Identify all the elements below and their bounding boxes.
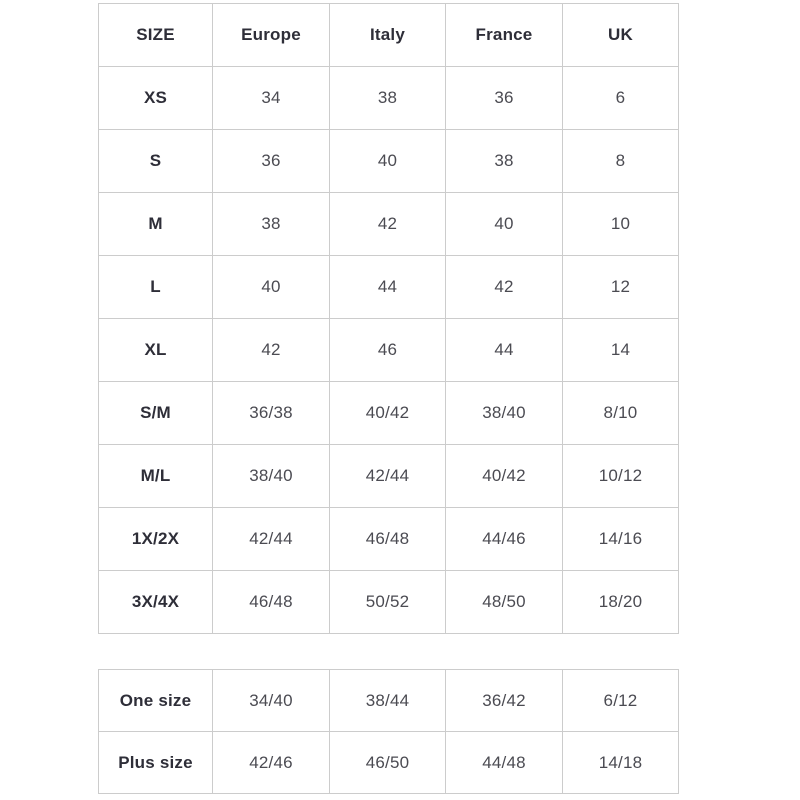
row-label: 1X/2X xyxy=(99,508,213,571)
column-header-france: France xyxy=(446,4,563,67)
table-row-s xyxy=(99,130,679,193)
row-label: M xyxy=(99,193,213,256)
table-cell: 14/18 xyxy=(563,732,679,794)
size-conversion-table xyxy=(98,3,679,634)
table-cell: 50/52 xyxy=(330,571,446,634)
table-cell: 40 xyxy=(446,193,563,256)
table-cell: 38 xyxy=(213,193,330,256)
table-cell: 42/44 xyxy=(213,508,330,571)
table-row-3x4x xyxy=(99,571,679,634)
table-cell: 38/44 xyxy=(330,670,446,732)
table-cell: 36/42 xyxy=(446,670,563,732)
table-cell: 6 xyxy=(563,67,679,130)
special-sizes-table xyxy=(98,669,679,794)
table-cell: 36 xyxy=(446,67,563,130)
row-label: One size xyxy=(99,670,213,732)
table-row-ml xyxy=(99,445,679,508)
table-cell: 46/50 xyxy=(330,732,446,794)
table-cell: 44/46 xyxy=(446,508,563,571)
row-label: 3X/4X xyxy=(99,571,213,634)
table-cell: 44 xyxy=(446,319,563,382)
header-row xyxy=(99,4,679,67)
table-row-xs xyxy=(99,67,679,130)
table-cell: 38/40 xyxy=(213,445,330,508)
table-cell: 46/48 xyxy=(213,571,330,634)
table-cell: 8 xyxy=(563,130,679,193)
table-cell: 40/42 xyxy=(446,445,563,508)
table-cell: 36/38 xyxy=(213,382,330,445)
row-label: S xyxy=(99,130,213,193)
table-cell: 42/46 xyxy=(213,732,330,794)
table-cell: 38 xyxy=(446,130,563,193)
table-cell: 44/48 xyxy=(446,732,563,794)
table-cell: 38 xyxy=(330,67,446,130)
table-row-l xyxy=(99,256,679,319)
table-row-one-size xyxy=(99,670,679,732)
table-cell: 10/12 xyxy=(563,445,679,508)
table-cell: 12 xyxy=(563,256,679,319)
table-cell: 34 xyxy=(213,67,330,130)
table-cell: 10 xyxy=(563,193,679,256)
table-cell: 40 xyxy=(330,130,446,193)
column-header-europe: Europe xyxy=(213,4,330,67)
row-label: S/M xyxy=(99,382,213,445)
row-label: XS xyxy=(99,67,213,130)
table-cell: 42 xyxy=(213,319,330,382)
table-row-xl xyxy=(99,319,679,382)
table-cell: 36 xyxy=(213,130,330,193)
column-header-italy: Italy xyxy=(330,4,446,67)
table-cell: 42/44 xyxy=(330,445,446,508)
table-cell: 42 xyxy=(446,256,563,319)
table-cell: 8/10 xyxy=(563,382,679,445)
table-cell: 18/20 xyxy=(563,571,679,634)
table-cell: 44 xyxy=(330,256,446,319)
table-cell: 46 xyxy=(330,319,446,382)
table-cell: 48/50 xyxy=(446,571,563,634)
table-cell: 34/40 xyxy=(213,670,330,732)
table-cell: 6/12 xyxy=(563,670,679,732)
table-row-m xyxy=(99,193,679,256)
table-cell: 38/40 xyxy=(446,382,563,445)
row-label: M/L xyxy=(99,445,213,508)
table-row-sm xyxy=(99,382,679,445)
table-row-plus-size xyxy=(99,732,679,794)
table-cell: 14/16 xyxy=(563,508,679,571)
table-cell: 46/48 xyxy=(330,508,446,571)
column-header-size: SIZE xyxy=(99,4,213,67)
column-header-uk: UK xyxy=(563,4,679,67)
row-label: XL xyxy=(99,319,213,382)
table-row-1x2x xyxy=(99,508,679,571)
table-cell: 40/42 xyxy=(330,382,446,445)
table-cell: 14 xyxy=(563,319,679,382)
row-label: L xyxy=(99,256,213,319)
table-cell: 40 xyxy=(213,256,330,319)
row-label: Plus size xyxy=(99,732,213,794)
table-cell: 42 xyxy=(330,193,446,256)
